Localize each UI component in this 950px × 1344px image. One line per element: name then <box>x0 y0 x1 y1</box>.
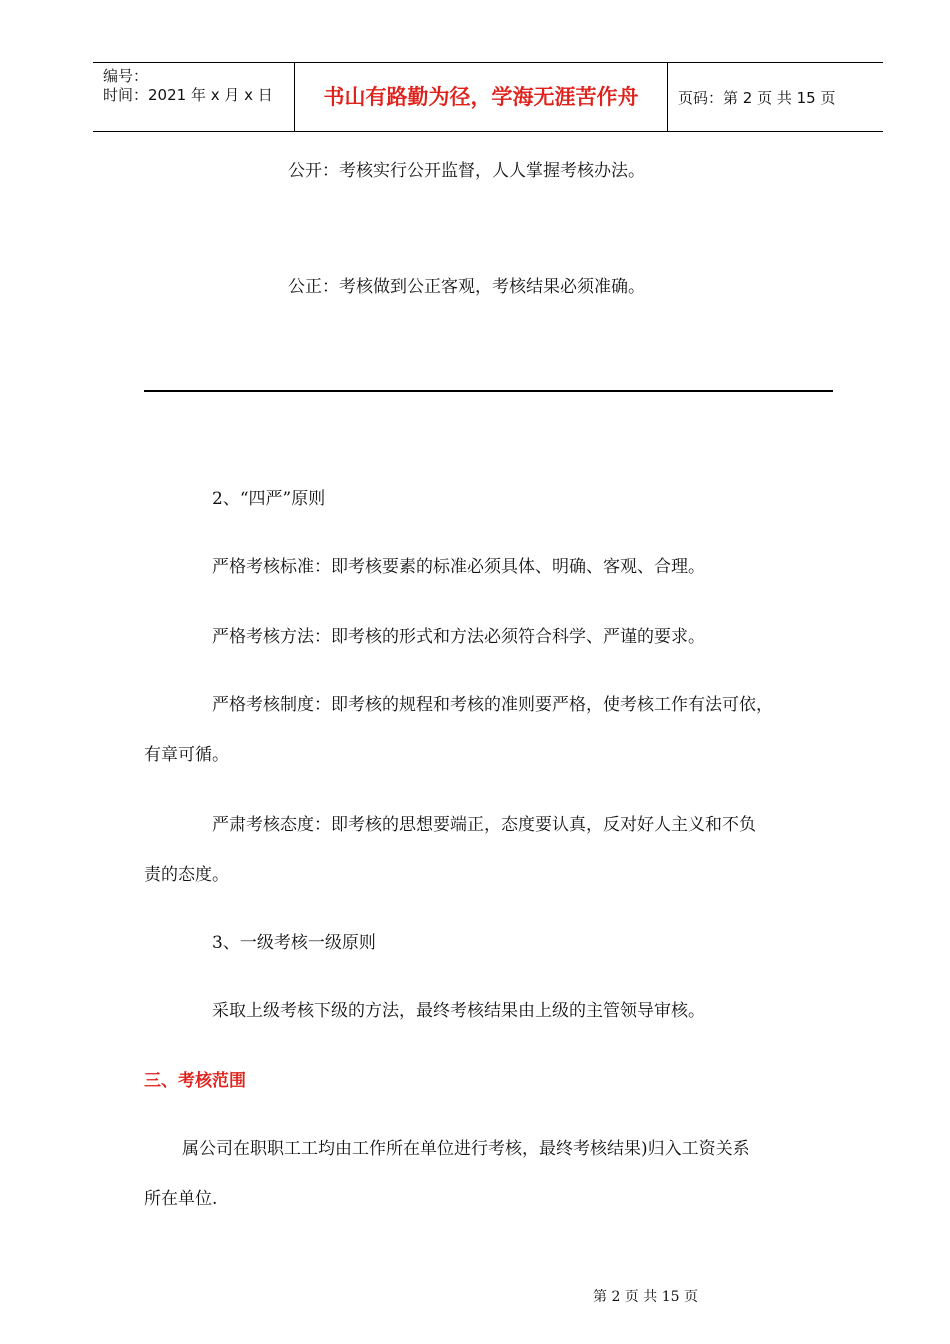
heading-level-principle: 3、一级考核一级原则 <box>212 933 376 953</box>
header-divider-right <box>667 63 668 131</box>
paragraph-fairness: 公正：考核做到公正客观，考核结果必须准确。 <box>288 277 645 297</box>
paragraph-strict-system-line2: 有章可循。 <box>144 745 229 765</box>
footer-page-number: 第 2 页 共 15 页 <box>593 1289 698 1305</box>
paragraph-strict-standards: 严格考核标准：即考核要素的标准必须具体、明确、客观、合理。 <box>212 557 705 577</box>
paragraph-openness: 公开：考核实行公开监督，人人掌握考核办法。 <box>288 161 645 181</box>
section-title-assessment-scope: 三、考核范围 <box>144 1071 246 1091</box>
paragraph-strict-methods: 严格考核方法：即考核的形式和方法必须符合科学、严谨的要求。 <box>212 627 705 647</box>
document-time-label: 时间：2021 年 x 月 x 日 <box>103 86 273 104</box>
paragraph-serious-attitude-line1: 严肃考核态度：即考核的思想要端正，态度要认真，反对好人主义和不负 <box>212 815 756 835</box>
page-header <box>93 62 883 132</box>
paragraph-scope-line2: 所在单位. <box>144 1189 218 1209</box>
horizontal-rule <box>144 390 833 392</box>
document-number-label: 编号： <box>103 67 149 85</box>
paragraph-serious-attitude-line2: 责的态度。 <box>144 865 229 885</box>
header-page-info: 页码：第 2 页 共 15 页 <box>678 89 836 107</box>
paragraph-superior-review: 采取上级考核下级的方法，最终考核结果由上级的主管领导审核。 <box>212 1001 705 1021</box>
header-motto: 书山有路勤为径，学海无涯苦作舟 <box>323 85 639 109</box>
paragraph-strict-system-line1: 严格考核制度：即考核的规程和考核的准则要严格，使考核工作有法可依， <box>212 695 773 715</box>
heading-four-strict-principles: 2、“四严”原则 <box>212 489 326 509</box>
paragraph-scope-line1: 属公司在职职工工均由工作所在单位进行考核，最终考核结果)归入工资关系 <box>182 1139 750 1159</box>
